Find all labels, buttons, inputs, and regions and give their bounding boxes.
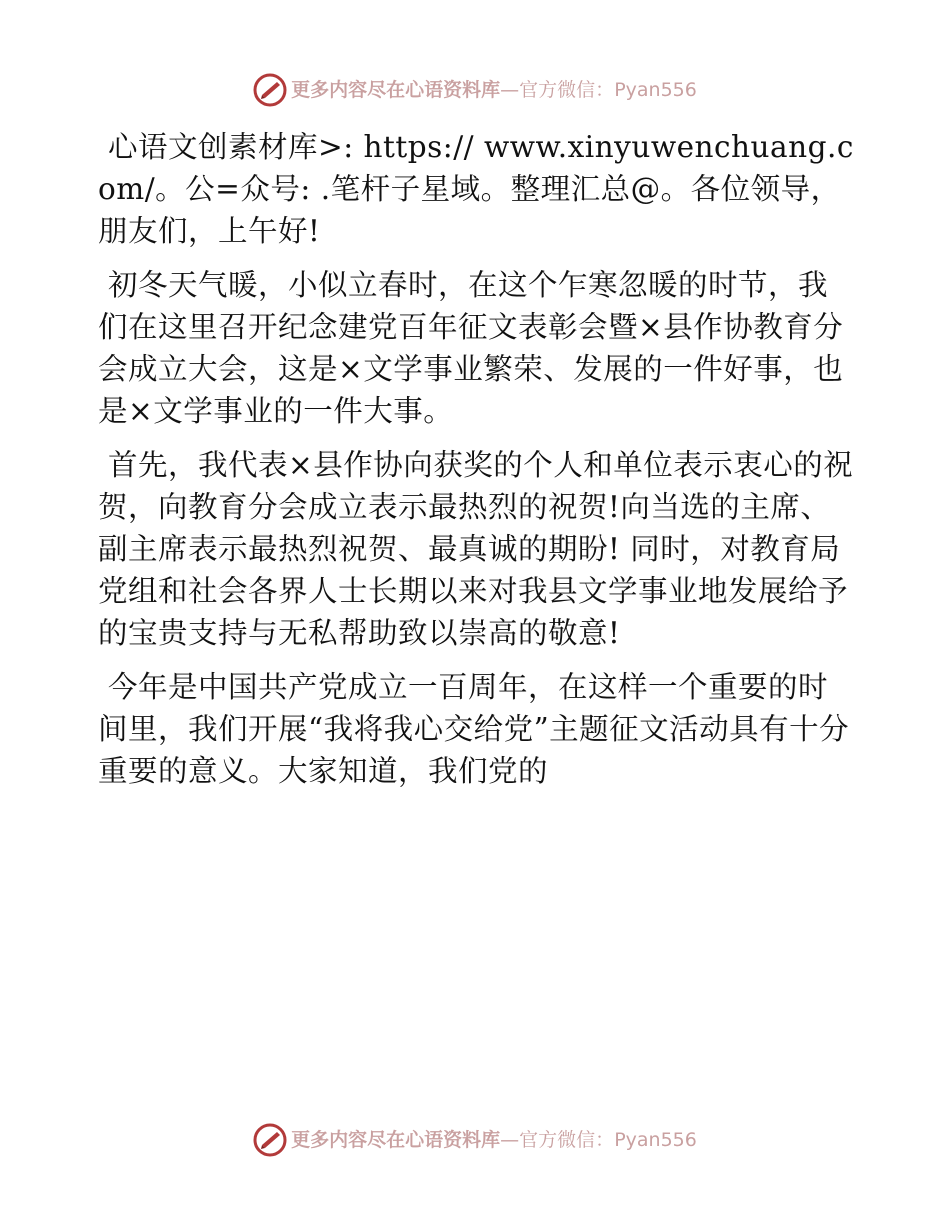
pen-logo-icon (253, 73, 287, 107)
footer-wechat-handle: Pyan556 (614, 1128, 697, 1151)
header-slogan: 更多内容尽在心语资料库 (291, 78, 501, 101)
paragraph-1: 心语文创素材库>: https:// www.xinyuwenchuang.com/。公=众号: .笔杆子星域。整理汇总@。各位领导，朋友们，上午好! (98, 130, 854, 248)
header-separator: — (500, 78, 520, 101)
paragraph-4: 今年是中国共产党成立一百周年，在这样一个重要的时间里，我们开展“我将我心交给党”主题征文活动具有十分重要的意义。大家知道，我们党的 (98, 670, 850, 788)
paragraph-2: 初冬天气暖，小似立春时，在这个乍寒忽暖的时节，我们在这里召开纪念建党百年征文表彰会暨×县作协教育分会成立大会，这是×文学事业繁荣、发展的一件好事，也是×文学事业的一件大事。 (98, 268, 844, 428)
footer-slogan: 更多内容尽在心语资料库 (291, 1128, 501, 1151)
paragraph-3: 首先，我代表×县作协向获奖的个人和单位表示衷心的祝贺，向教育分会成立表示最热烈的祝贺!向当选的主席、副主席表示最热烈祝贺、最真诚的期盼! 同时，对教育局党组和社会各界人士长期以来对我县文学事业地发展给予的宝贵支持与无私帮助致以崇高的敬意! (98, 448, 854, 650)
footer-separator: — (500, 1128, 520, 1151)
document-body (98, 126, 854, 804)
header-wechat-handle: Pyan556 (614, 78, 697, 101)
header-wechat-label: 官方微信： (519, 78, 615, 101)
header-watermark (0, 70, 950, 110)
footer-watermark (0, 1120, 950, 1160)
footer-wechat-label: 官方微信： (519, 1128, 615, 1151)
pen-logo-icon (253, 1123, 287, 1157)
